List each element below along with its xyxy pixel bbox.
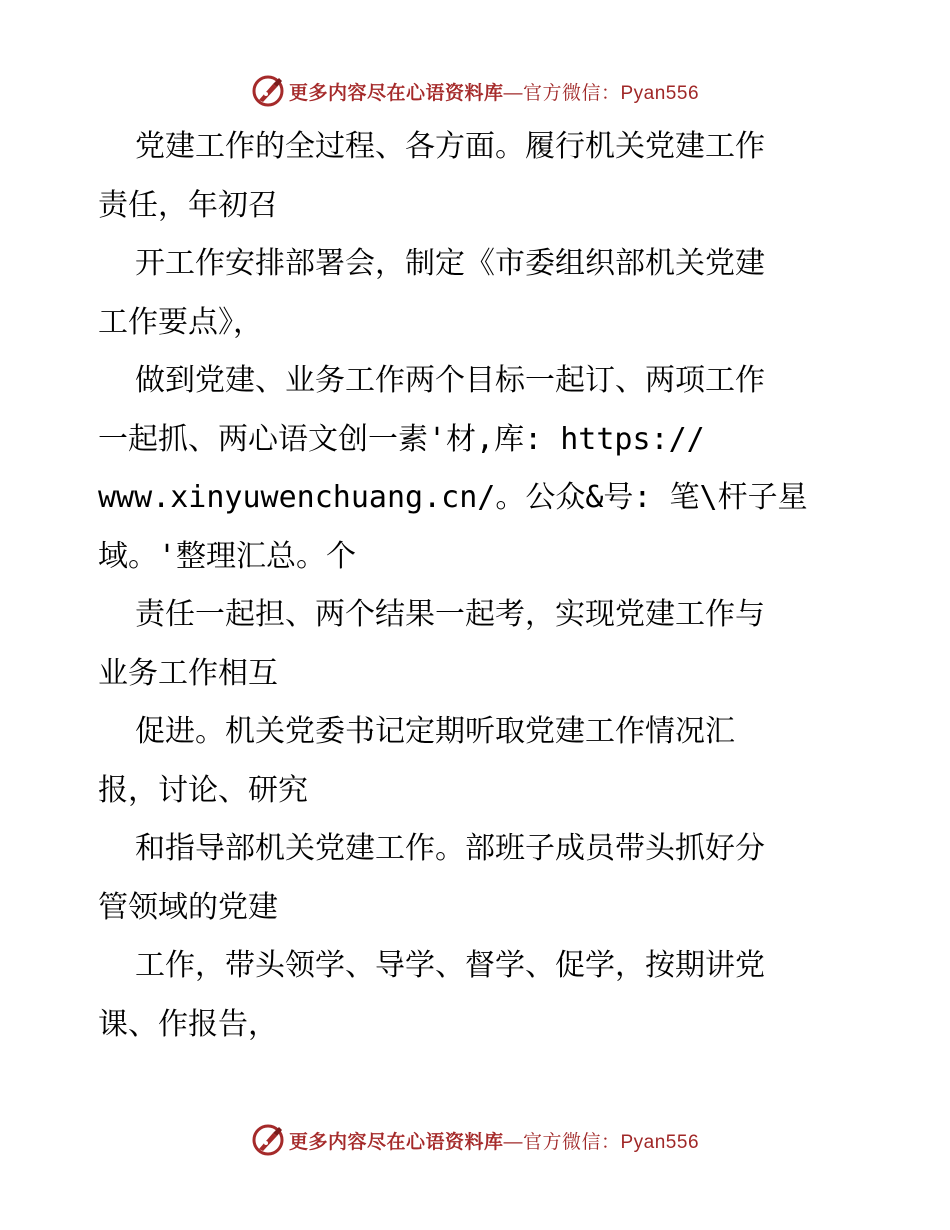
doc-line-14: 管领域的党建 <box>98 889 278 925</box>
doc-line-8: 域。'整理汇总。个 <box>98 538 357 574</box>
header-banner <box>0 71 950 111</box>
doc-line-7: www.xinyuwenchuang.cn/。公众&号: 笔\杆子星 <box>98 480 808 515</box>
header-banner-separator: — <box>503 82 523 104</box>
document-body <box>98 118 868 1054</box>
doc-line-1: 党建工作的全过程、各方面。履行机关党建工作 <box>135 129 765 164</box>
doc-line-16: 课、作报告， <box>98 1006 278 1042</box>
doc-line-15: 工作，带头领学、导学、督学、促学，按期讲党 <box>135 948 765 983</box>
doc-line-13: 和指导部机关党建工作。部班子成员带头抓好分 <box>135 831 765 866</box>
doc-line-12: 报，讨论、研究 <box>98 772 308 808</box>
doc-line-11: 促进。机关党委书记定期听取党建工作情况汇 <box>135 714 735 749</box>
doc-line-3: 开工作安排部署会，制定《市委组织部机关党建 <box>135 246 765 281</box>
doc-line-5: 做到党建、业务工作两个目标一起订、两项工作 <box>135 363 765 398</box>
header-banner-wechat: 官方微信：Pyan556 <box>523 82 700 104</box>
footer-banner-separator: — <box>503 1131 523 1153</box>
footer-banner-text <box>289 1127 699 1154</box>
header-banner-main: 更多内容尽在心语资料库 <box>288 81 504 104</box>
header-banner-text <box>289 78 699 105</box>
footer-banner-wechat: 官方微信：Pyan556 <box>523 1131 700 1153</box>
doc-line-4: 工作要点》， <box>98 304 263 340</box>
doc-line-2: 责任，年初召 <box>98 187 278 223</box>
doc-line-9: 责任一起担、两个结果一起考，实现党建工作与 <box>135 597 765 632</box>
footer-banner-main: 更多内容尽在心语资料库 <box>288 1130 504 1153</box>
footer-banner <box>0 1120 950 1160</box>
pen-logo-icon <box>251 1123 285 1157</box>
pen-logo-icon <box>251 74 285 108</box>
doc-line-10: 业务工作相互 <box>98 655 278 691</box>
doc-line-6: 一起抓、两心语文创一素'材,库: https:// <box>98 421 705 457</box>
